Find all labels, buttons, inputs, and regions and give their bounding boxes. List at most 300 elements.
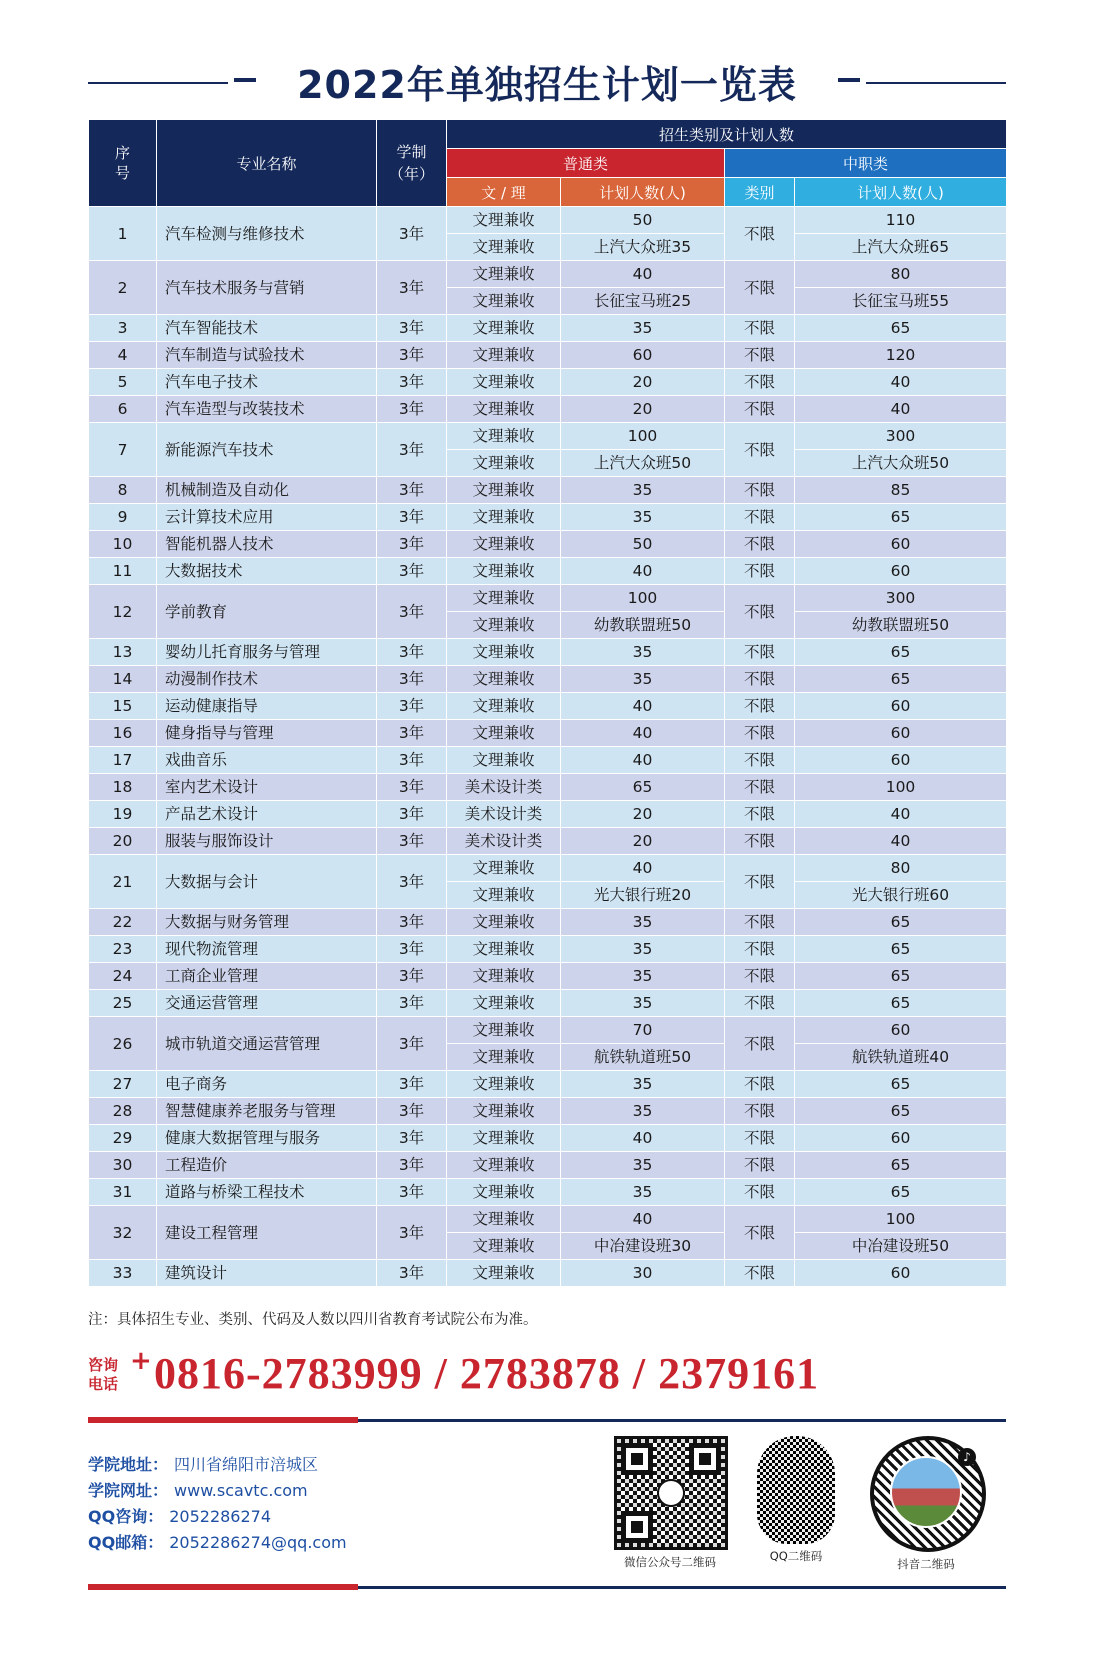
cell-vocational-count: 60 xyxy=(795,1017,1007,1044)
cell-vocational-count: 40 xyxy=(795,828,1007,855)
cell-years: 3年 xyxy=(377,342,447,369)
cell-general-count: 35 xyxy=(561,666,725,693)
wechat-qr-caption: 微信公众号二维码 xyxy=(624,1555,716,1569)
cell-vocational-count: 65 xyxy=(795,639,1007,666)
cell-general-count: 上汽大众班35 xyxy=(561,234,725,261)
cell-major: 室内艺术设计 xyxy=(157,774,377,801)
cell-general-count: 30 xyxy=(561,1260,725,1287)
cell-years: 3年 xyxy=(377,936,447,963)
table-row xyxy=(89,1152,1007,1179)
cell-years: 3年 xyxy=(377,693,447,720)
cell-category: 不限 xyxy=(725,531,795,558)
cell-general-count: 40 xyxy=(561,558,725,585)
table-row xyxy=(89,558,1007,585)
cell-wenli: 文理兼收 xyxy=(447,369,561,396)
cell-seq: 33 xyxy=(89,1260,157,1287)
cell-vocational-count: 40 xyxy=(795,369,1007,396)
cell-general-count: 航铁轨道班50 xyxy=(561,1044,725,1071)
cell-category: 不限 xyxy=(725,504,795,531)
header-major: 专业名称 xyxy=(157,120,377,207)
cell-wenli: 文理兼收 xyxy=(447,558,561,585)
cell-wenli: 文理兼收 xyxy=(447,855,561,882)
cell-category: 不限 xyxy=(725,747,795,774)
cell-seq: 17 xyxy=(89,747,157,774)
cell-seq: 21 xyxy=(89,855,157,909)
douyin-qr xyxy=(870,1436,982,1572)
cell-general-count: 100 xyxy=(561,423,725,450)
cell-vocational-count: 幼教联盟班50 xyxy=(795,612,1007,639)
cell-major: 现代物流管理 xyxy=(157,936,377,963)
cell-wenli: 文理兼收 xyxy=(447,288,561,315)
cell-seq: 9 xyxy=(89,504,157,531)
cell-major: 建设工程管理 xyxy=(157,1206,377,1260)
cell-major: 汽车技术服务与营销 xyxy=(157,261,377,315)
cell-major: 汽车智能技术 xyxy=(157,315,377,342)
cell-vocational-count: 60 xyxy=(795,720,1007,747)
cell-years: 3年 xyxy=(377,585,447,639)
cell-years: 3年 xyxy=(377,315,447,342)
cell-vocational-count: 上汽大众班65 xyxy=(795,234,1007,261)
cell-wenli: 文理兼收 xyxy=(447,504,561,531)
cell-major: 云计算技术应用 xyxy=(157,504,377,531)
cell-general-count: 35 xyxy=(561,504,725,531)
cell-years: 3年 xyxy=(377,531,447,558)
table-row xyxy=(89,1071,1007,1098)
cell-category: 不限 xyxy=(725,1152,795,1179)
cell-general-count: 35 xyxy=(561,315,725,342)
cell-years: 3年 xyxy=(377,720,447,747)
info-website[interactable]: 学院网址： www.scavtc.com xyxy=(88,1481,308,1500)
cell-category: 不限 xyxy=(725,666,795,693)
cell-vocational-count: 300 xyxy=(795,423,1007,450)
cell-vocational-count: 65 xyxy=(795,666,1007,693)
cell-years: 3年 xyxy=(377,909,447,936)
info-email[interactable]: QQ邮箱： 2052286274@qq.com xyxy=(88,1533,347,1552)
cell-category: 不限 xyxy=(725,855,795,909)
cell-category: 不限 xyxy=(725,720,795,747)
cell-years: 3年 xyxy=(377,423,447,477)
table-row xyxy=(89,477,1007,504)
cell-vocational-count: 65 xyxy=(795,909,1007,936)
table-row xyxy=(89,1179,1007,1206)
cell-seq: 30 xyxy=(89,1152,157,1179)
cell-major: 戏曲音乐 xyxy=(157,747,377,774)
cell-years: 3年 xyxy=(377,666,447,693)
cell-seq: 24 xyxy=(89,963,157,990)
cell-wenli: 文理兼收 xyxy=(447,396,561,423)
cell-category: 不限 xyxy=(725,558,795,585)
cell-years: 3年 xyxy=(377,504,447,531)
cell-vocational-count: 中冶建设班50 xyxy=(795,1233,1007,1260)
cell-major: 汽车制造与试验技术 xyxy=(157,342,377,369)
cell-category: 不限 xyxy=(725,963,795,990)
cell-major: 学前教育 xyxy=(157,585,377,639)
table-row xyxy=(89,261,1007,288)
cell-general-count: 35 xyxy=(561,477,725,504)
cell-category: 不限 xyxy=(725,1260,795,1287)
cell-seq: 23 xyxy=(89,936,157,963)
cell-vocational-count: 40 xyxy=(795,396,1007,423)
cell-major: 大数据技术 xyxy=(157,558,377,585)
cell-general-count: 上汽大众班50 xyxy=(561,450,725,477)
cell-years: 3年 xyxy=(377,369,447,396)
cell-major: 大数据与财务管理 xyxy=(157,909,377,936)
cell-seq: 29 xyxy=(89,1125,157,1152)
cell-general-count: 100 xyxy=(561,585,725,612)
cell-wenli: 美术设计类 xyxy=(447,801,561,828)
cell-wenli: 文理兼收 xyxy=(447,693,561,720)
plus-icon: + xyxy=(130,1346,152,1376)
cell-years: 3年 xyxy=(377,1206,447,1260)
header-plan-count-vocational: 计划人数(人) xyxy=(795,178,1007,207)
table-row xyxy=(89,720,1007,747)
cell-wenli: 文理兼收 xyxy=(447,234,561,261)
table-row xyxy=(89,504,1007,531)
cell-category: 不限 xyxy=(725,369,795,396)
cell-vocational-count: 80 xyxy=(795,261,1007,288)
cell-wenli: 文理兼收 xyxy=(447,1206,561,1233)
cell-general-count: 幼教联盟班50 xyxy=(561,612,725,639)
cell-major: 汽车检测与维修技术 xyxy=(157,207,377,261)
douyin-qr-code-icon xyxy=(870,1436,986,1552)
title-rule-right xyxy=(866,82,1006,84)
cell-years: 3年 xyxy=(377,1017,447,1071)
table-row xyxy=(89,1017,1007,1044)
table-row xyxy=(89,747,1007,774)
cell-vocational-count: 65 xyxy=(795,504,1007,531)
cell-category: 不限 xyxy=(725,801,795,828)
cell-major: 机械制造及自动化 xyxy=(157,477,377,504)
table-row xyxy=(89,1260,1007,1287)
table-row xyxy=(89,639,1007,666)
table-row xyxy=(89,423,1007,450)
cell-vocational-count: 65 xyxy=(795,1071,1007,1098)
header-general: 普通类 xyxy=(447,149,725,178)
cell-seq: 6 xyxy=(89,396,157,423)
cell-seq: 27 xyxy=(89,1071,157,1098)
cell-general-count: 65 xyxy=(561,774,725,801)
cell-general-count: 50 xyxy=(561,531,725,558)
table-row xyxy=(89,936,1007,963)
table-row xyxy=(89,801,1007,828)
cell-category: 不限 xyxy=(725,1179,795,1206)
cell-category: 不限 xyxy=(725,828,795,855)
cell-general-count: 20 xyxy=(561,801,725,828)
cell-category: 不限 xyxy=(725,423,795,477)
cell-years: 3年 xyxy=(377,1098,447,1125)
cell-major: 运动健康指导 xyxy=(157,693,377,720)
cell-general-count: 35 xyxy=(561,639,725,666)
tiktok-icon: ♪ xyxy=(958,1448,976,1466)
wechat-qr xyxy=(614,1436,726,1570)
cell-major: 大数据与会计 xyxy=(157,855,377,909)
cell-vocational-count: 60 xyxy=(795,558,1007,585)
cell-category: 不限 xyxy=(725,909,795,936)
table-row xyxy=(89,531,1007,558)
cell-wenli: 文理兼收 xyxy=(447,1125,561,1152)
cell-wenli: 文理兼收 xyxy=(447,342,561,369)
cell-general-count: 40 xyxy=(561,747,725,774)
cell-vocational-count: 300 xyxy=(795,585,1007,612)
cell-major: 新能源汽车技术 xyxy=(157,423,377,477)
cell-wenli: 文理兼收 xyxy=(447,936,561,963)
cell-vocational-count: 100 xyxy=(795,1206,1007,1233)
table-row xyxy=(89,855,1007,882)
cell-wenli: 文理兼收 xyxy=(447,423,561,450)
cell-general-count: 20 xyxy=(561,369,725,396)
cell-general-count: 长征宝马班25 xyxy=(561,288,725,315)
cell-seq: 14 xyxy=(89,666,157,693)
cell-years: 3年 xyxy=(377,1179,447,1206)
qq-qr-code-icon xyxy=(757,1436,835,1544)
cell-wenli: 文理兼收 xyxy=(447,1152,561,1179)
cell-category: 不限 xyxy=(725,1098,795,1125)
cell-vocational-count: 65 xyxy=(795,990,1007,1017)
cell-seq: 26 xyxy=(89,1017,157,1071)
cell-general-count: 40 xyxy=(561,855,725,882)
cell-vocational-count: 100 xyxy=(795,774,1007,801)
cell-major: 工商企业管理 xyxy=(157,963,377,990)
cell-category: 不限 xyxy=(725,207,795,261)
cell-major: 智慧健康养老服务与管理 xyxy=(157,1098,377,1125)
cell-major: 建筑设计 xyxy=(157,1260,377,1287)
cell-general-count: 40 xyxy=(561,720,725,747)
cell-category: 不限 xyxy=(725,261,795,315)
cell-wenli: 文理兼收 xyxy=(447,207,561,234)
cell-general-count: 35 xyxy=(561,1071,725,1098)
cell-seq: 15 xyxy=(89,693,157,720)
cell-major: 健身指导与管理 xyxy=(157,720,377,747)
cell-seq: 28 xyxy=(89,1098,157,1125)
table-row xyxy=(89,1098,1007,1125)
header-wenli: 文 / 理 xyxy=(447,178,561,207)
cell-general-count: 光大银行班20 xyxy=(561,882,725,909)
cell-years: 3年 xyxy=(377,1260,447,1287)
cell-years: 3年 xyxy=(377,828,447,855)
cell-seq: 4 xyxy=(89,342,157,369)
school-info xyxy=(88,1452,347,1556)
cell-years: 3年 xyxy=(377,801,447,828)
cell-years: 3年 xyxy=(377,855,447,909)
cell-general-count: 20 xyxy=(561,828,725,855)
cell-years: 3年 xyxy=(377,477,447,504)
table-row xyxy=(89,315,1007,342)
cell-wenli: 文理兼收 xyxy=(447,720,561,747)
cell-general-count: 中冶建设班30 xyxy=(561,1233,725,1260)
cell-major: 健康大数据管理与服务 xyxy=(157,1125,377,1152)
cell-seq: 18 xyxy=(89,774,157,801)
cell-major: 婴幼儿托育服务与管理 xyxy=(157,639,377,666)
cell-years: 3年 xyxy=(377,207,447,261)
contact-block xyxy=(88,1346,1006,1412)
cell-category: 不限 xyxy=(725,1071,795,1098)
cell-seq: 13 xyxy=(89,639,157,666)
table-row xyxy=(89,369,1007,396)
footnote: 注：具体招生专业、类别、代码及人数以四川省教育考试院公布为准。 xyxy=(88,1312,538,1328)
cell-vocational-count: 航铁轨道班40 xyxy=(795,1044,1007,1071)
cell-wenli: 文理兼收 xyxy=(447,639,561,666)
douyin-qr-caption: 抖音二维码 xyxy=(897,1557,955,1571)
contact-phones: 0816-2783999 / 2783878 / 2379161 xyxy=(154,1349,820,1398)
cell-wenli: 文理兼收 xyxy=(447,882,561,909)
cell-vocational-count: 40 xyxy=(795,801,1007,828)
cell-years: 3年 xyxy=(377,963,447,990)
cell-major: 智能机器人技术 xyxy=(157,531,377,558)
table-row xyxy=(89,828,1007,855)
cell-category: 不限 xyxy=(725,315,795,342)
header-vocational: 中职类 xyxy=(725,149,1007,178)
cell-category: 不限 xyxy=(725,936,795,963)
cell-vocational-count: 60 xyxy=(795,693,1007,720)
cell-general-count: 20 xyxy=(561,396,725,423)
cell-years: 3年 xyxy=(377,261,447,315)
cell-category: 不限 xyxy=(725,1125,795,1152)
info-qq: QQ咨询： 2052286274 xyxy=(88,1507,272,1526)
cell-vocational-count: 60 xyxy=(795,1260,1007,1287)
cell-years: 3年 xyxy=(377,1152,447,1179)
cell-wenli: 文理兼收 xyxy=(447,1017,561,1044)
table-row xyxy=(89,1206,1007,1233)
cell-wenli: 美术设计类 xyxy=(447,774,561,801)
cell-general-count: 70 xyxy=(561,1017,725,1044)
cell-vocational-count: 上汽大众班50 xyxy=(795,450,1007,477)
cell-years: 3年 xyxy=(377,1125,447,1152)
cell-seq: 3 xyxy=(89,315,157,342)
cell-vocational-count: 120 xyxy=(795,342,1007,369)
cell-wenli: 文理兼收 xyxy=(447,531,561,558)
cell-seq: 16 xyxy=(89,720,157,747)
table-row xyxy=(89,990,1007,1017)
cell-major: 工程造价 xyxy=(157,1152,377,1179)
cell-vocational-count: 65 xyxy=(795,315,1007,342)
cell-seq: 25 xyxy=(89,990,157,1017)
cell-vocational-count: 60 xyxy=(795,531,1007,558)
enrollment-plan-table xyxy=(88,119,1007,1287)
cell-wenli: 文理兼收 xyxy=(447,666,561,693)
cell-major: 动漫制作技术 xyxy=(157,666,377,693)
header-years: 学制 （年） xyxy=(377,120,447,207)
table-row xyxy=(89,666,1007,693)
cell-major: 道路与桥梁工程技术 xyxy=(157,1179,377,1206)
cell-seq: 22 xyxy=(89,909,157,936)
cell-general-count: 40 xyxy=(561,1125,725,1152)
cell-wenli: 文理兼收 xyxy=(447,909,561,936)
qq-qr xyxy=(740,1436,852,1564)
cell-general-count: 40 xyxy=(561,693,725,720)
cell-wenli: 文理兼收 xyxy=(447,1071,561,1098)
cell-wenli: 文理兼收 xyxy=(447,1260,561,1287)
title-block xyxy=(88,52,1006,112)
cell-wenli: 文理兼收 xyxy=(447,612,561,639)
cell-category: 不限 xyxy=(725,990,795,1017)
campus-photo xyxy=(890,1456,962,1528)
cell-general-count: 35 xyxy=(561,1179,725,1206)
table-row xyxy=(89,207,1007,234)
table-row xyxy=(89,585,1007,612)
header-category: 类别 xyxy=(725,178,795,207)
divider-bottom xyxy=(88,1584,1006,1590)
table-row xyxy=(89,342,1007,369)
cell-general-count: 35 xyxy=(561,990,725,1017)
cell-general-count: 40 xyxy=(561,1206,725,1233)
cell-seq: 12 xyxy=(89,585,157,639)
cell-years: 3年 xyxy=(377,639,447,666)
cell-vocational-count: 60 xyxy=(795,1125,1007,1152)
info-address: 学院地址： 四川省绵阳市涪城区 xyxy=(88,1455,319,1474)
cell-seq: 5 xyxy=(89,369,157,396)
cell-wenli: 文理兼收 xyxy=(447,747,561,774)
cell-seq: 31 xyxy=(89,1179,157,1206)
cell-vocational-count: 60 xyxy=(795,747,1007,774)
table-row xyxy=(89,396,1007,423)
cell-wenli: 文理兼收 xyxy=(447,1098,561,1125)
cell-major: 服装与服饰设计 xyxy=(157,828,377,855)
cell-years: 3年 xyxy=(377,1071,447,1098)
cell-vocational-count: 110 xyxy=(795,207,1007,234)
cell-general-count: 35 xyxy=(561,909,725,936)
cell-years: 3年 xyxy=(377,774,447,801)
cell-major: 电子商务 xyxy=(157,1071,377,1098)
cell-years: 3年 xyxy=(377,396,447,423)
cell-wenli: 文理兼收 xyxy=(447,315,561,342)
cell-general-count: 40 xyxy=(561,261,725,288)
cell-category: 不限 xyxy=(725,1206,795,1260)
header-seq: 序号 xyxy=(89,120,157,207)
cell-seq: 10 xyxy=(89,531,157,558)
cell-category: 不限 xyxy=(725,585,795,639)
qq-qr-caption: QQ二维码 xyxy=(769,1549,823,1563)
divider-top xyxy=(88,1417,1006,1423)
header-plan-count: 计划人数(人) xyxy=(561,178,725,207)
cell-seq: 7 xyxy=(89,423,157,477)
cell-category: 不限 xyxy=(725,639,795,666)
cell-general-count: 50 xyxy=(561,207,725,234)
cell-wenli: 文理兼收 xyxy=(447,585,561,612)
cell-major: 交通运营管理 xyxy=(157,990,377,1017)
cell-wenli: 文理兼收 xyxy=(447,477,561,504)
cell-wenli: 文理兼收 xyxy=(447,450,561,477)
cell-seq: 1 xyxy=(89,207,157,261)
cell-category: 不限 xyxy=(725,1017,795,1071)
cell-category: 不限 xyxy=(725,693,795,720)
cell-years: 3年 xyxy=(377,558,447,585)
table-row xyxy=(89,693,1007,720)
cell-seq: 32 xyxy=(89,1206,157,1260)
table-row xyxy=(89,909,1007,936)
page-title: 2022年单独招生计划一览表 xyxy=(297,63,797,107)
cell-major: 汽车电子技术 xyxy=(157,369,377,396)
cell-wenli: 文理兼收 xyxy=(447,963,561,990)
cell-major: 产品艺术设计 xyxy=(157,801,377,828)
cell-seq: 11 xyxy=(89,558,157,585)
cell-seq: 20 xyxy=(89,828,157,855)
table-row xyxy=(89,1125,1007,1152)
cell-years: 3年 xyxy=(377,990,447,1017)
contact-label: 咨询电话 xyxy=(88,1356,119,1393)
title-dash-right xyxy=(838,78,860,82)
cell-vocational-count: 65 xyxy=(795,1179,1007,1206)
cell-vocational-count: 65 xyxy=(795,936,1007,963)
header-plan-group: 招生类别及计划人数 xyxy=(447,120,1007,149)
cell-wenli: 文理兼收 xyxy=(447,1179,561,1206)
cell-major: 汽车造型与改装技术 xyxy=(157,396,377,423)
cell-vocational-count: 65 xyxy=(795,1152,1007,1179)
cell-vocational-count: 长征宝马班55 xyxy=(795,288,1007,315)
cell-vocational-count: 光大银行班60 xyxy=(795,882,1007,909)
cell-years: 3年 xyxy=(377,747,447,774)
table-row xyxy=(89,774,1007,801)
cell-vocational-count: 65 xyxy=(795,1098,1007,1125)
